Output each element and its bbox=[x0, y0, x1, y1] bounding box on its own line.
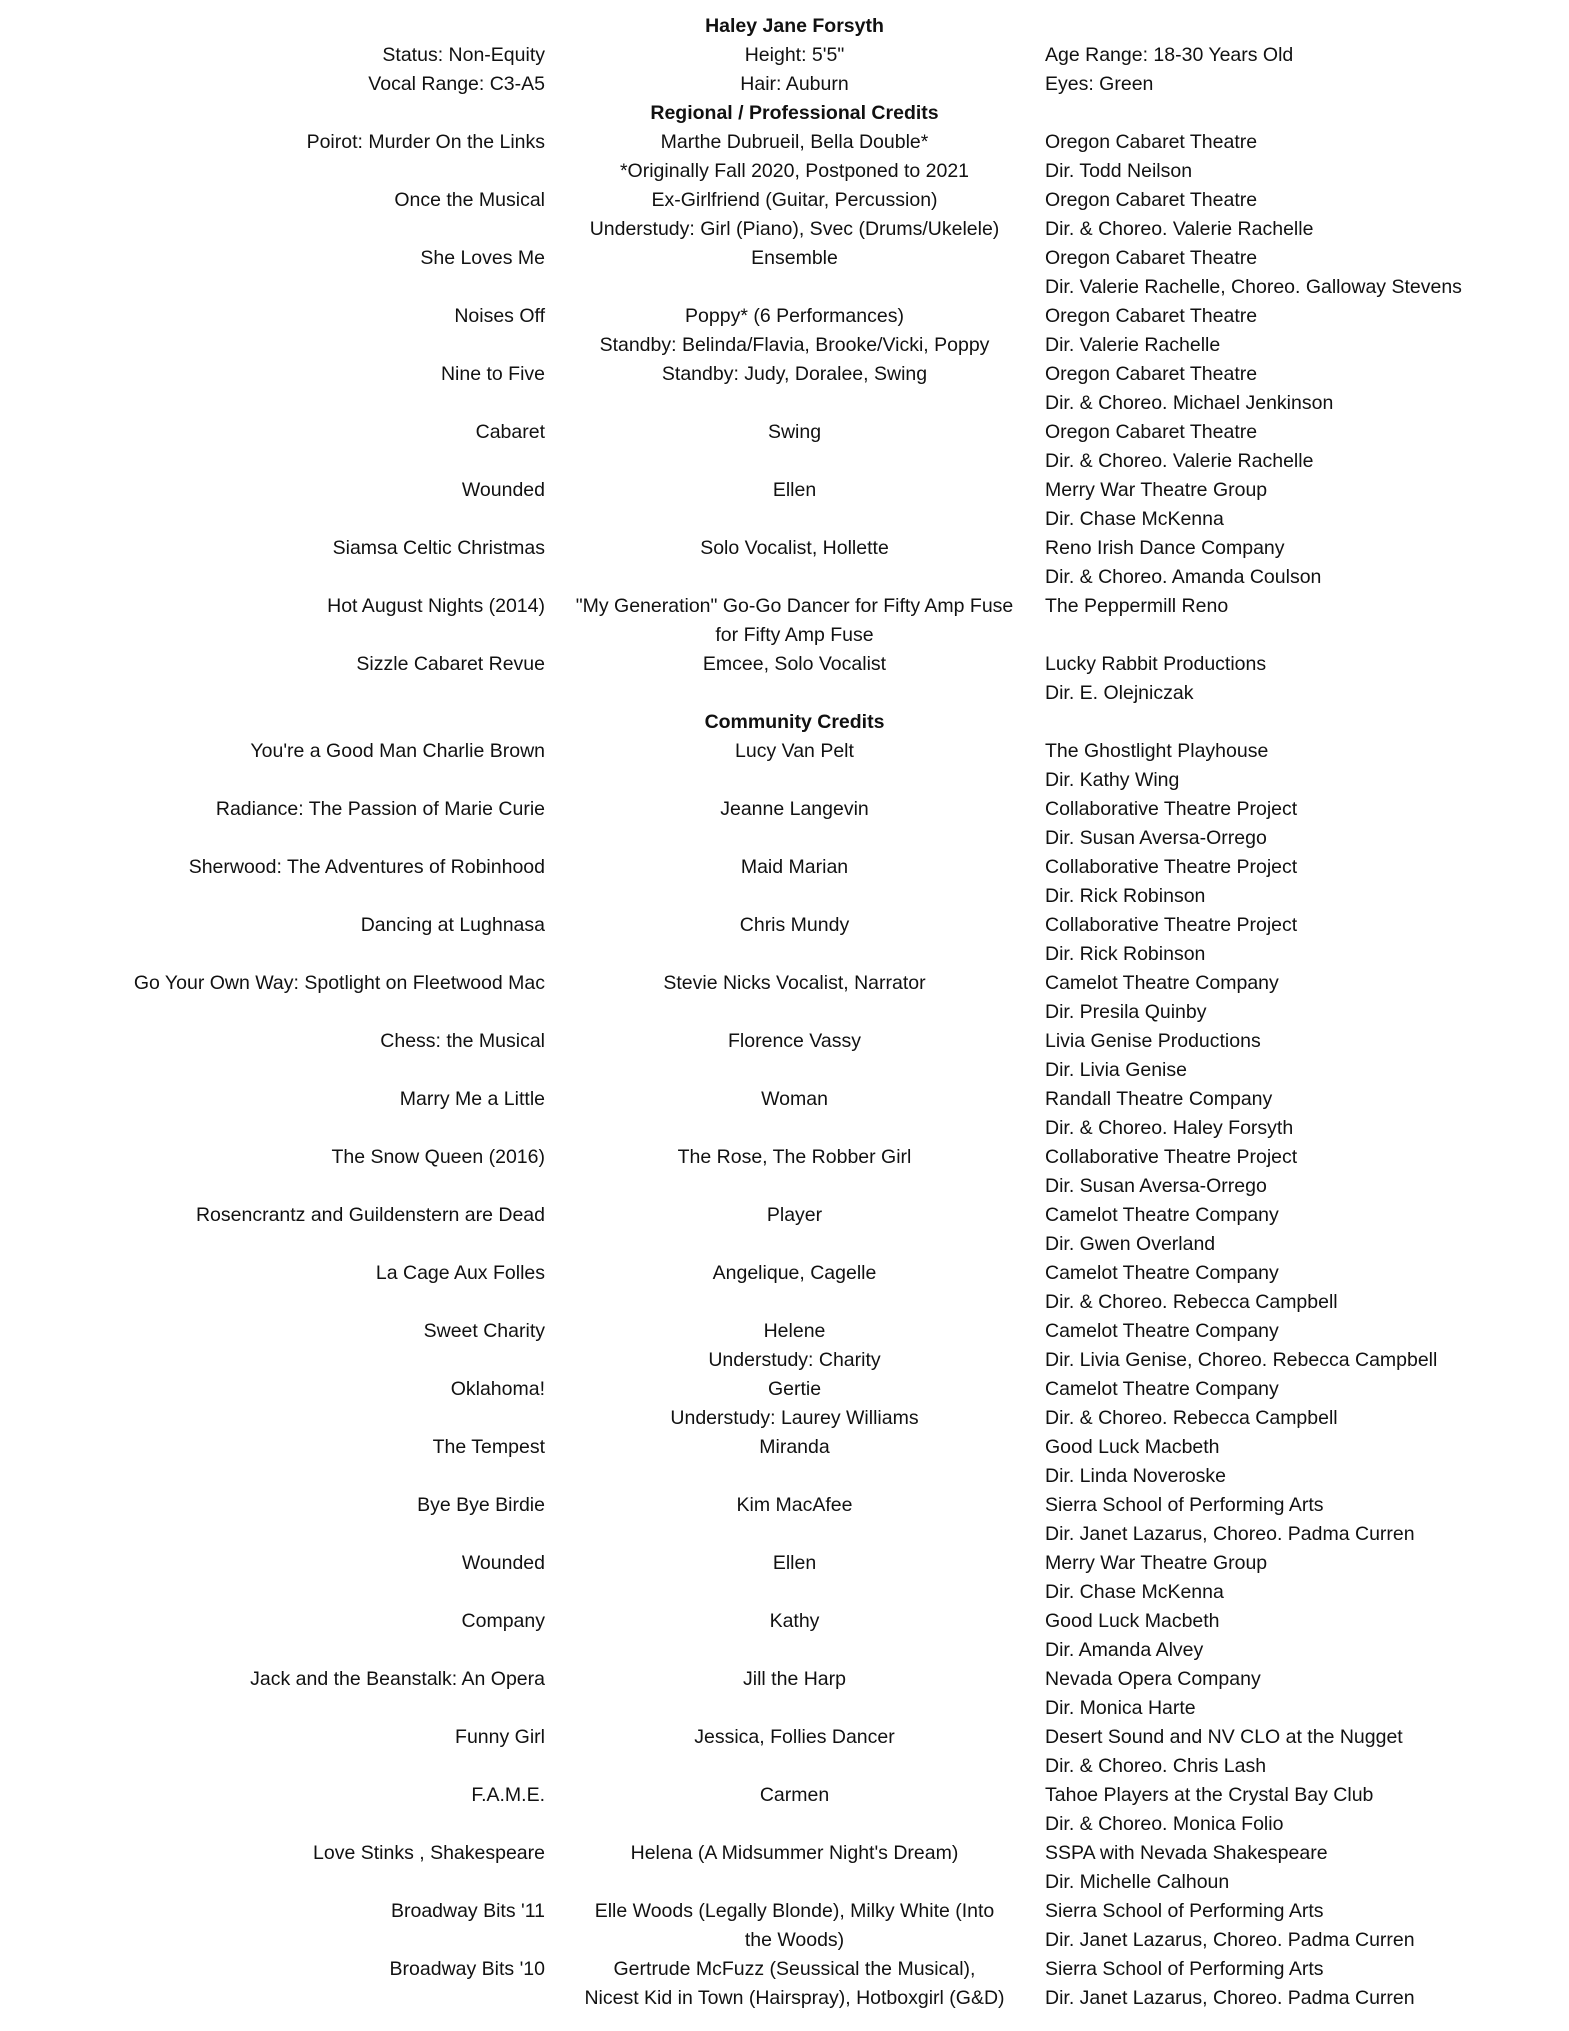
show-title bbox=[0, 940, 545, 969]
credit-row bbox=[0, 1201, 1569, 1230]
role bbox=[545, 563, 1044, 592]
company-director: Dir. Janet Lazarus, Choreo. Padma Curren bbox=[1045, 1523, 1415, 1545]
company-director: Dir. Monica Harte bbox=[1045, 1697, 1196, 1719]
role bbox=[545, 882, 1044, 911]
show-title bbox=[0, 1288, 545, 1317]
credit-row bbox=[0, 1404, 1569, 1433]
credit-row bbox=[0, 1346, 1569, 1375]
company-director: Dir. Susan Aversa-Orrego bbox=[1045, 827, 1267, 849]
role bbox=[545, 505, 1044, 534]
company-director: Oregon Cabaret Theatre bbox=[1045, 421, 1258, 443]
credit-row bbox=[0, 302, 1569, 331]
role: Standby: Judy, Doralee, Swing bbox=[661, 363, 928, 385]
credit-row bbox=[0, 1694, 1569, 1723]
company-director: Nevada Opera Company bbox=[1045, 1668, 1261, 1690]
credit-row bbox=[0, 1868, 1569, 1897]
company-director: Collaborative Theatre Project bbox=[1045, 856, 1298, 878]
show-title: Cabaret bbox=[475, 421, 545, 443]
show-title bbox=[0, 1172, 545, 1201]
role: Player bbox=[766, 1204, 823, 1226]
show-title bbox=[0, 1810, 545, 1839]
role: Maid Marian bbox=[740, 856, 849, 878]
role bbox=[545, 1520, 1044, 1549]
role bbox=[545, 998, 1044, 1027]
credit-row bbox=[0, 766, 1569, 795]
role bbox=[545, 766, 1044, 795]
role bbox=[545, 1694, 1044, 1723]
role bbox=[545, 273, 1044, 302]
credit-row bbox=[0, 1578, 1569, 1607]
company-director: Sierra School of Performing Arts bbox=[1045, 1494, 1324, 1516]
credit-row bbox=[0, 1288, 1569, 1317]
company-director: Dir. Chase McKenna bbox=[1045, 1581, 1224, 1603]
show-title: Status: Non-Equity bbox=[382, 44, 545, 66]
company-director: Dir. & Choreo. Chris Lash bbox=[1045, 1755, 1267, 1777]
show-title: Hot August Nights (2014) bbox=[327, 595, 545, 617]
company-director bbox=[1044, 708, 1569, 737]
credit-row bbox=[0, 1897, 1569, 1926]
show-title: Nine to Five bbox=[440, 363, 545, 385]
company-director: Eyes: Green bbox=[1045, 73, 1154, 95]
role bbox=[545, 679, 1044, 708]
show-title: Radiance: The Passion of Marie Curie bbox=[215, 798, 545, 820]
role: Poppy* (6 Performances) bbox=[685, 305, 904, 327]
credit-row bbox=[0, 1636, 1569, 1665]
company-director: Dir. & Choreo. Valerie Rachelle bbox=[1045, 218, 1314, 240]
show-title: Wounded bbox=[461, 479, 545, 501]
role: Chris Mundy bbox=[739, 914, 850, 936]
company-director: Dir. & Choreo. Haley Forsyth bbox=[1045, 1117, 1294, 1139]
credit-row bbox=[0, 1520, 1569, 1549]
role bbox=[545, 1578, 1044, 1607]
show-title: Love Stinks , Shakespeare bbox=[313, 1842, 545, 1864]
credit-row bbox=[0, 1549, 1569, 1578]
show-title: Funny Girl bbox=[455, 1726, 545, 1748]
role: Ellen bbox=[772, 1552, 817, 1574]
show-title bbox=[0, 1404, 545, 1433]
credit-row bbox=[0, 1085, 1569, 1114]
credit-row bbox=[0, 1462, 1569, 1491]
show-title: The Tempest bbox=[432, 1436, 545, 1458]
show-title: La Cage Aux Folles bbox=[375, 1262, 545, 1284]
company-director bbox=[1044, 621, 1569, 650]
show-title bbox=[0, 1520, 545, 1549]
company-director: Dir. Kathy Wing bbox=[1045, 769, 1180, 791]
role: Helena (A Midsummer Night's Dream) bbox=[630, 1842, 959, 1864]
role: Hair: Auburn bbox=[740, 73, 849, 95]
show-title bbox=[0, 1636, 545, 1665]
role bbox=[545, 1114, 1044, 1143]
company-director: Lucky Rabbit Productions bbox=[1045, 653, 1267, 675]
credit-row bbox=[0, 882, 1569, 911]
company-director: Merry War Theatre Group bbox=[1045, 479, 1268, 501]
role: Woman bbox=[761, 1088, 828, 1110]
credit-row bbox=[0, 244, 1569, 273]
show-title bbox=[0, 1984, 545, 2013]
show-title: She Loves Me bbox=[420, 247, 545, 269]
role: Helene bbox=[763, 1320, 826, 1342]
show-title bbox=[0, 824, 545, 853]
credit-row bbox=[0, 389, 1569, 418]
role bbox=[545, 1462, 1044, 1491]
show-title bbox=[0, 215, 545, 244]
credit-row bbox=[0, 969, 1569, 998]
credit-row bbox=[0, 621, 1569, 650]
credit-row bbox=[0, 505, 1569, 534]
credit-row bbox=[0, 1984, 1569, 2013]
role bbox=[545, 389, 1044, 418]
credit-row bbox=[0, 1955, 1569, 1984]
role: Understudy: Girl (Piano), Svec (Drums/Ukelele) bbox=[589, 218, 1000, 240]
company-director: Dir. Valerie Rachelle, Choreo. Galloway Stevens bbox=[1045, 276, 1462, 298]
company-director: Dir. Presila Quinby bbox=[1045, 1001, 1207, 1023]
company-director: Dir. Rick Robinson bbox=[1045, 885, 1206, 907]
credit-row bbox=[0, 940, 1569, 969]
credit-row bbox=[0, 1839, 1569, 1868]
company-director: Oregon Cabaret Theatre bbox=[1045, 363, 1258, 385]
role: for Fifty Amp Fuse bbox=[715, 624, 874, 646]
role: Gertie bbox=[767, 1378, 822, 1400]
company-director: Dir. Valerie Rachelle bbox=[1045, 334, 1221, 356]
role: Angelique, Cagelle bbox=[712, 1262, 877, 1284]
company-director: Dir. & Choreo. Rebecca Campbell bbox=[1045, 1407, 1338, 1429]
company-director: Camelot Theatre Company bbox=[1045, 1262, 1279, 1284]
show-title bbox=[0, 12, 545, 41]
show-title bbox=[0, 766, 545, 795]
credit-row bbox=[0, 1259, 1569, 1288]
credit-row bbox=[0, 128, 1569, 157]
role bbox=[545, 1056, 1044, 1085]
role bbox=[545, 824, 1044, 853]
company-director: Dir. & Choreo. Monica Folio bbox=[1045, 1813, 1284, 1835]
credit-row bbox=[0, 1027, 1569, 1056]
show-title bbox=[0, 1462, 545, 1491]
credit-row bbox=[0, 215, 1569, 244]
show-title bbox=[0, 505, 545, 534]
credit-row bbox=[0, 853, 1569, 882]
section-heading-row bbox=[0, 99, 1569, 128]
company-director: Camelot Theatre Company bbox=[1045, 1320, 1279, 1342]
credit-row bbox=[0, 360, 1569, 389]
credit-row bbox=[0, 157, 1569, 186]
role: Ex-Girlfriend (Guitar, Percussion) bbox=[651, 189, 938, 211]
show-title bbox=[0, 1056, 545, 1085]
company-director: Desert Sound and NV CLO at the Nugget bbox=[1045, 1726, 1403, 1748]
credit-row bbox=[0, 998, 1569, 1027]
show-title: Bye Bye Birdie bbox=[417, 1494, 545, 1516]
company-director bbox=[1044, 99, 1569, 128]
role: Jill the Harp bbox=[743, 1668, 846, 1690]
resume-document bbox=[0, 12, 1569, 2013]
company-director: Dir. Amanda Alvey bbox=[1045, 1639, 1204, 1661]
credit-row bbox=[0, 679, 1569, 708]
company-director: Randall Theatre Company bbox=[1045, 1088, 1273, 1110]
role: Lucy Van Pelt bbox=[735, 740, 854, 762]
company-director: Oregon Cabaret Theatre bbox=[1045, 189, 1258, 211]
show-title: Go Your Own Way: Spotlight on Fleetwood Mac bbox=[133, 972, 545, 994]
show-title: You're a Good Man Charlie Brown bbox=[250, 740, 545, 762]
show-title: Siamsa Celtic Christmas bbox=[332, 537, 545, 559]
show-title: Broadway Bits '10 bbox=[389, 1958, 545, 1980]
role: Jessica, Follies Dancer bbox=[694, 1726, 895, 1748]
show-title: Jack and the Beanstalk: An Opera bbox=[250, 1668, 545, 1690]
credit-row bbox=[0, 795, 1569, 824]
company-director: Dir. Janet Lazarus, Choreo. Padma Curren bbox=[1045, 1929, 1415, 1951]
role bbox=[545, 1810, 1044, 1839]
show-title: Rosencrantz and Guildenstern are Dead bbox=[195, 1204, 545, 1226]
company-director: Tahoe Players at the Crystal Bay Club bbox=[1045, 1784, 1374, 1806]
show-title: Marry Me a Little bbox=[399, 1088, 545, 1110]
company-director: Dir. & Choreo. Amanda Coulson bbox=[1045, 566, 1322, 588]
role: Jeanne Langevin bbox=[720, 798, 869, 820]
company-director: The Ghostlight Playhouse bbox=[1045, 740, 1269, 762]
company-director: The Peppermill Reno bbox=[1045, 595, 1229, 617]
company-director: Dir. Livia Genise bbox=[1045, 1059, 1187, 1081]
show-title: Chess: the Musical bbox=[380, 1030, 545, 1052]
company-director: Camelot Theatre Company bbox=[1045, 972, 1279, 994]
company-director: Collaborative Theatre Project bbox=[1045, 798, 1298, 820]
role bbox=[545, 1288, 1044, 1317]
credit-row bbox=[0, 1810, 1569, 1839]
show-title: Noises Off bbox=[454, 305, 545, 327]
role: Height: 5'5" bbox=[744, 44, 845, 66]
show-title bbox=[0, 389, 545, 418]
show-title bbox=[0, 1230, 545, 1259]
company-director: Camelot Theatre Company bbox=[1045, 1204, 1279, 1226]
role: Marthe Dubrueil, Bella Double* bbox=[660, 131, 929, 153]
credit-row bbox=[0, 1056, 1569, 1085]
role: Florence Vassy bbox=[728, 1030, 861, 1052]
company-director: Collaborative Theatre Project bbox=[1045, 1146, 1298, 1168]
credit-row bbox=[0, 911, 1569, 940]
credit-row bbox=[0, 1491, 1569, 1520]
credit-row bbox=[0, 1114, 1569, 1143]
role: Stevie Nicks Vocalist, Narrator bbox=[663, 972, 926, 994]
credit-row bbox=[0, 1926, 1569, 1955]
credit-row bbox=[0, 737, 1569, 766]
role: Solo Vocalist, Hollette bbox=[700, 537, 889, 559]
credit-row bbox=[0, 41, 1569, 70]
show-title bbox=[0, 157, 545, 186]
credit-row bbox=[0, 1317, 1569, 1346]
show-title bbox=[0, 1578, 545, 1607]
role: Elle Woods (Legally Blonde), Milky White (Into bbox=[594, 1900, 995, 1922]
show-title: Wounded bbox=[461, 1552, 545, 1574]
credit-row bbox=[0, 1723, 1569, 1752]
company-director: Dir. Chase McKenna bbox=[1045, 508, 1224, 530]
show-title: Once the Musical bbox=[394, 189, 545, 211]
show-title: Sizzle Cabaret Revue bbox=[356, 653, 545, 675]
company-director: Dir. Michelle Calhoun bbox=[1045, 1871, 1230, 1893]
company-director bbox=[1044, 12, 1569, 41]
role: Understudy: Laurey Williams bbox=[670, 1407, 919, 1429]
role: Kathy bbox=[769, 1610, 820, 1632]
company-director: Age Range: 18-30 Years Old bbox=[1045, 44, 1294, 66]
role bbox=[545, 1752, 1044, 1781]
company-director: Dir. & Choreo. Valerie Rachelle bbox=[1045, 450, 1314, 472]
company-director: Dir. Janet Lazarus, Choreo. Padma Curren bbox=[1045, 1987, 1415, 2009]
company-director: Oregon Cabaret Theatre bbox=[1045, 131, 1258, 153]
role: Nicest Kid in Town (Hairspray), Hotboxgirl (G&D) bbox=[584, 1987, 1005, 2009]
company-director: Reno Irish Dance Company bbox=[1045, 537, 1285, 559]
show-title: Oklahoma! bbox=[450, 1378, 545, 1400]
role: Carmen bbox=[759, 1784, 830, 1806]
show-title bbox=[0, 1346, 545, 1375]
company-director: Oregon Cabaret Theatre bbox=[1045, 247, 1258, 269]
credit-row bbox=[0, 1230, 1569, 1259]
role bbox=[545, 1868, 1044, 1897]
show-title: Sherwood: The Adventures of Robinhood bbox=[188, 856, 545, 878]
role bbox=[545, 447, 1044, 476]
credit-row bbox=[0, 1375, 1569, 1404]
section-heading-row bbox=[0, 708, 1569, 737]
show-title: The Snow Queen (2016) bbox=[331, 1146, 545, 1168]
show-title bbox=[0, 563, 545, 592]
company-director: SSPA with Nevada Shakespeare bbox=[1045, 1842, 1328, 1864]
credit-row bbox=[0, 592, 1569, 621]
role: Understudy: Charity bbox=[708, 1349, 881, 1371]
show-title bbox=[0, 447, 545, 476]
role: Gertrude McFuzz (Seussical the Musical), bbox=[613, 1958, 976, 1980]
section-heading: Haley Jane Forsyth bbox=[705, 15, 884, 37]
credit-row bbox=[0, 273, 1569, 302]
show-title bbox=[0, 1868, 545, 1897]
role: Miranda bbox=[759, 1436, 830, 1458]
company-director: Good Luck Macbeth bbox=[1045, 1610, 1220, 1632]
credit-row bbox=[0, 534, 1569, 563]
section-heading: Regional / Professional Credits bbox=[650, 102, 939, 124]
company-director: Livia Genise Productions bbox=[1045, 1030, 1261, 1052]
company-director: Dir. Livia Genise, Choreo. Rebecca Campbell bbox=[1045, 1349, 1438, 1371]
section-heading-row bbox=[0, 12, 1569, 41]
company-director: Dir. Todd Neilson bbox=[1045, 160, 1193, 182]
credit-row bbox=[0, 563, 1569, 592]
role: Ensemble bbox=[751, 247, 838, 269]
show-title: Broadway Bits '11 bbox=[390, 1900, 545, 1922]
company-director: Dir. & Choreo. Michael Jenkinson bbox=[1045, 392, 1334, 414]
credit-row bbox=[0, 1433, 1569, 1462]
role: "My Generation" Go-Go Dancer for Fifty Amp Fuse bbox=[575, 595, 1014, 617]
show-title bbox=[0, 621, 545, 650]
show-title: Poirot: Murder On the Links bbox=[306, 131, 545, 153]
show-title: Dancing at Lughnasa bbox=[360, 914, 545, 936]
role: Emcee, Solo Vocalist bbox=[702, 653, 887, 675]
company-director: Sierra School of Performing Arts bbox=[1045, 1958, 1324, 1980]
credit-row bbox=[0, 1172, 1569, 1201]
role: Kim MacAfee bbox=[736, 1494, 853, 1516]
role bbox=[545, 1230, 1044, 1259]
show-title bbox=[0, 1694, 545, 1723]
company-director: Oregon Cabaret Theatre bbox=[1045, 305, 1258, 327]
company-director: Dir. Rick Robinson bbox=[1045, 943, 1206, 965]
company-director: Camelot Theatre Company bbox=[1045, 1378, 1279, 1400]
role: Ellen bbox=[772, 479, 817, 501]
show-title bbox=[0, 331, 545, 360]
role bbox=[545, 1172, 1044, 1201]
show-title bbox=[0, 1114, 545, 1143]
company-director: Merry War Theatre Group bbox=[1045, 1552, 1268, 1574]
show-title: Company bbox=[461, 1610, 545, 1632]
show-title bbox=[0, 273, 545, 302]
show-title bbox=[0, 708, 545, 737]
company-director: Good Luck Macbeth bbox=[1045, 1436, 1220, 1458]
credit-row bbox=[0, 824, 1569, 853]
company-director: Sierra School of Performing Arts bbox=[1045, 1900, 1324, 1922]
credit-row bbox=[0, 1752, 1569, 1781]
company-director: Dir. Gwen Overland bbox=[1045, 1233, 1216, 1255]
company-director: Dir. Susan Aversa-Orrego bbox=[1045, 1175, 1267, 1197]
role: Standby: Belinda/Flavia, Brooke/Vicki, Poppy bbox=[599, 334, 990, 356]
company-director: Dir. E. Olejniczak bbox=[1045, 682, 1194, 704]
role: the Woods) bbox=[744, 1929, 845, 1951]
credit-row bbox=[0, 476, 1569, 505]
show-title: Vocal Range: C3-A5 bbox=[368, 73, 545, 95]
role: Swing bbox=[767, 421, 822, 443]
credit-row bbox=[0, 331, 1569, 360]
credit-row bbox=[0, 418, 1569, 447]
credit-row bbox=[0, 650, 1569, 679]
show-title: Sweet Charity bbox=[423, 1320, 545, 1342]
role bbox=[545, 940, 1044, 969]
show-title bbox=[0, 1752, 545, 1781]
company-director: Dir. Linda Noveroske bbox=[1045, 1465, 1227, 1487]
show-title: F.A.M.E. bbox=[471, 1784, 545, 1806]
show-title bbox=[0, 882, 545, 911]
show-title bbox=[0, 679, 545, 708]
role: *Originally Fall 2020, Postponed to 2021 bbox=[619, 160, 970, 182]
company-director: Dir. & Choreo. Rebecca Campbell bbox=[1045, 1291, 1338, 1313]
show-title bbox=[0, 1926, 545, 1955]
credit-row bbox=[0, 1607, 1569, 1636]
show-title bbox=[0, 998, 545, 1027]
credit-row bbox=[0, 447, 1569, 476]
credit-row bbox=[0, 1665, 1569, 1694]
show-title bbox=[0, 99, 545, 128]
role: The Rose, The Robber Girl bbox=[677, 1146, 912, 1168]
credit-row bbox=[0, 186, 1569, 215]
role bbox=[545, 1636, 1044, 1665]
credit-row bbox=[0, 1143, 1569, 1172]
section-heading: Community Credits bbox=[704, 711, 885, 733]
credit-row bbox=[0, 70, 1569, 99]
company-director: Collaborative Theatre Project bbox=[1045, 914, 1298, 936]
credit-row bbox=[0, 1781, 1569, 1810]
